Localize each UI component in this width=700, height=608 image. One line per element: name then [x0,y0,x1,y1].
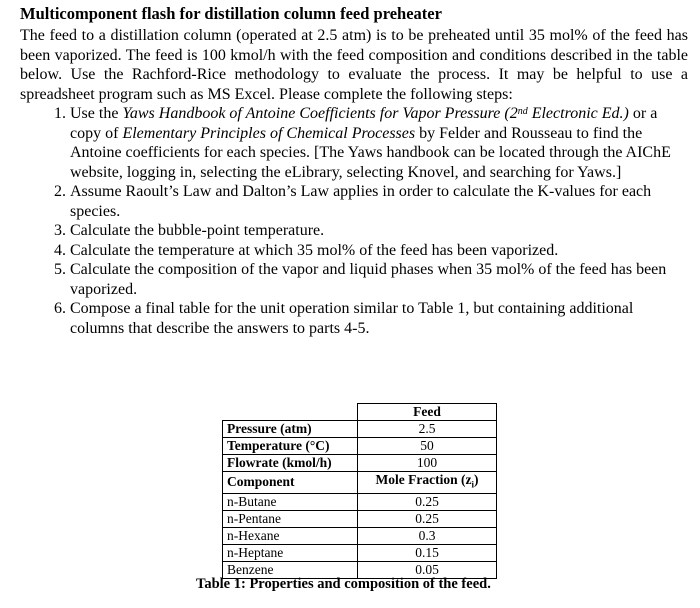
mole-fraction-subscript: i [471,479,474,490]
row-value: 100 [358,455,497,472]
step-3: 3. Calculate the bubble-point temperature. [70,221,688,241]
component-header-row [223,472,497,494]
feed-table [222,403,497,579]
step-1 [70,104,688,182]
step-2: 2. Assume Raoult’s Law and Dalton’s Law applies in order to calculate the K-values for each species. [70,182,688,221]
table-row [223,544,497,561]
component-fraction: 0.15 [358,544,497,561]
yaws-handbook-edition: Electronic Ed.) [527,105,629,122]
edition-superscript: nd [517,106,528,117]
step-6: 6. Compose a final table for the unit operation similar to Table 1, but containing additional columns that describe the answers to parts 4-5. [70,299,688,338]
row-label: Flowrate (kmol/h) [223,455,358,472]
table-row [223,493,497,510]
component-fraction: 0.25 [358,493,497,510]
component-fraction: 0.25 [358,510,497,527]
step-4: 4. Calculate the temperature at which 35 mol% of the feed has been vaporized. [70,241,688,261]
table-row [223,421,497,438]
feed-header: Feed [358,404,497,421]
component-name: n-Heptane [223,544,358,561]
table-row [223,455,497,472]
step-5: 5. Calculate the composition of the vapor and liquid phases when 35 mol% of the feed has been vaporized. [70,260,688,299]
step-1-text-f: by Felder and Rousseau to find the Antoine coefficients for each species. [The Yaws handbook can be located through the AIChE website, logging in, selecting the eLibrary, selecting Knovel, and searching for Yaws.] [70,124,671,181]
step-1-text-a: Use the [70,105,123,122]
component-fraction: 0.3 [358,527,497,544]
table-row [223,438,497,455]
row-label: Temperature (°C) [223,438,358,455]
step-1-text-d: or a copy of [70,105,658,142]
component-name: n-Hexane [223,527,358,544]
yaws-handbook-title: Yaws Handbook of Antoine Coefficients for Vapor Pressure (2 [122,105,518,122]
header-empty-cell [223,404,358,421]
table-row [223,527,497,544]
row-value: 2.5 [358,421,497,438]
table-header-row [223,404,497,421]
intro-paragraph: The feed to a distillation column (operated at 2.5 atm) is to be preheated until 35 mol% of the feed has been vaporized. The feed is 100 kmol/h with the feed composition and conditions described in the table below. Use the Rachford-Rice methodology to evaluate the process. It may be helpful to use a spreadsheet program such as MS Excel. Please complete the following steps: [20,27,688,103]
felder-book-title: Elementary Principles of Chemical Processes [122,124,416,142]
steps-list [20,104,688,338]
mole-fraction-close: ) [473,472,479,487]
table-row [223,510,497,527]
row-value: 50 [358,438,497,455]
component-name: n-Butane [223,493,358,510]
mole-fraction-header [358,472,497,494]
component-name: Benzene [223,561,358,578]
row-label: Pressure (atm) [223,421,358,438]
table-caption: Table 1: Properties and composition of the feed. [196,576,491,592]
component-header: Component [223,472,358,494]
component-fraction: 0.05 [358,561,497,578]
component-name: n-Pentane [223,510,358,527]
mole-fraction-label: Mole Fraction (z [375,472,472,487]
document-title: Multicomponent flash for distillation column feed preheater [20,4,442,23]
